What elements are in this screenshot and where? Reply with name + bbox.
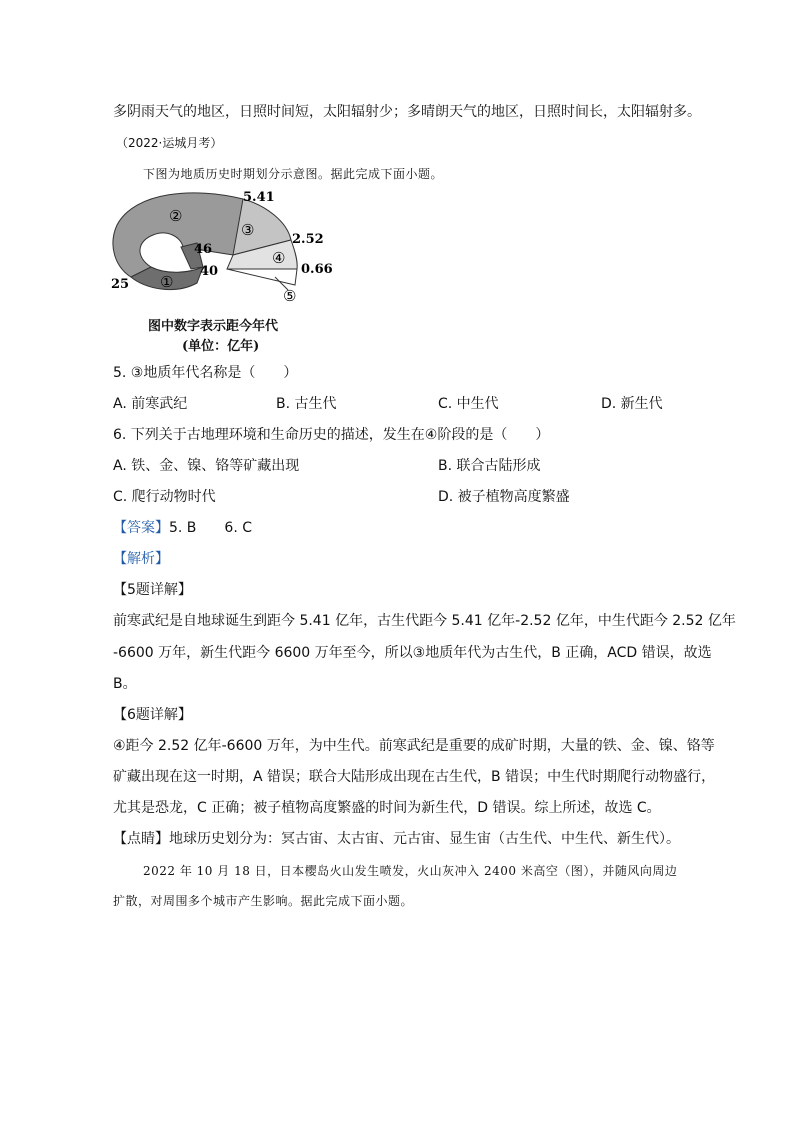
point-tag: 【点睛】 bbox=[113, 831, 169, 847]
label-segment-1: ① bbox=[160, 273, 174, 291]
figure-caption-line1: 图中数字表示距今年代 bbox=[148, 319, 279, 334]
value-5.41: 5.41 bbox=[243, 190, 275, 205]
q6-option-c: C. 爬行动物时代 bbox=[113, 489, 216, 505]
source-label: （2022·运城月考） bbox=[116, 136, 223, 150]
value-0.66: 0.66 bbox=[301, 262, 333, 277]
q5-option-c: C. 中生代 bbox=[438, 396, 499, 412]
q5-option-d: D. 新生代 bbox=[601, 396, 663, 412]
intro-line: 多阴雨天气的地区，日照时间短，太阳辐射少；多晴朗天气的地区，日照时间长，太阳辐射多。 bbox=[113, 104, 701, 120]
analysis-tag: 【解析】 bbox=[113, 551, 169, 567]
detail6-tag: 【6题详解】 bbox=[113, 707, 192, 723]
answer-line bbox=[113, 518, 252, 538]
answer-tag: 【答案】 bbox=[113, 520, 169, 536]
value-46: 46 bbox=[194, 242, 213, 257]
detail5-line: -6600 万年，新生代距今 6600 万年至今，所以③地质年代为古生代，B 正确，ACD 错误，故选 bbox=[113, 645, 712, 661]
value-40: 40 bbox=[200, 264, 219, 279]
label-segment-4: ④ bbox=[272, 249, 286, 267]
q5-option-b: B. 古生代 bbox=[276, 396, 337, 412]
q6-option-b: B. 联合古陆形成 bbox=[438, 458, 541, 474]
label-segment-5: ⑤ bbox=[283, 287, 297, 305]
point-line bbox=[113, 829, 680, 849]
value-25: 25 bbox=[111, 277, 130, 292]
q6-option-a: A. 铁、金、镍、铬等矿藏出现 bbox=[113, 458, 300, 474]
detail6-line: 矿藏出现在这一时期，A 错误；联合大陆形成出现在古生代，B 错误；中生代时期爬行动物盛行， bbox=[113, 769, 716, 785]
q6-stem: 6. 下列关于古地理环境和生命历史的描述，发生在④阶段的是（ ） bbox=[113, 427, 550, 443]
value-2.52: 2.52 bbox=[292, 232, 324, 247]
next-intro-line: 2022 年 10 月 18 日，日本樱岛火山发生喷发，火山灰冲入 2400 米高空（图），并随风向周边 bbox=[143, 864, 678, 878]
geologic-time-diagram bbox=[105, 185, 345, 315]
detail5-line: B。 bbox=[113, 676, 137, 692]
figure-intro: 下图为地质历史时期划分示意图。据此完成下面小题。 bbox=[143, 167, 444, 181]
detail6-line: ④距今 2.52 亿年-6600 万年，为中生代。前寒武纪是重要的成矿时期，大量的铁、金、镍、铬等 bbox=[113, 738, 715, 754]
q5-stem: 5. ③地质年代名称是（ ） bbox=[113, 365, 298, 381]
detail5-line: 前寒武纪是自地球诞生到距今 5.41 亿年，古生代距今 5.41 亿年-2.52 亿年，中生代距今 2.52 亿年 bbox=[113, 613, 736, 629]
answer-text: 5. B 6. C bbox=[169, 520, 252, 536]
figure-caption-line2: (单位：亿年) bbox=[182, 339, 260, 354]
label-segment-2: ② bbox=[169, 207, 183, 225]
detail5-tag: 【5题详解】 bbox=[113, 582, 192, 598]
next-intro-line: 扩散，对周围多个城市产生影响。据此完成下面小题。 bbox=[113, 894, 414, 908]
detail6-line: 尤其是恐龙，C 正确；被子植物高度繁盛的时间为新生代，D 错误。综上所述，故选 C。 bbox=[113, 800, 661, 816]
q6-option-d: D. 被子植物高度繁盛 bbox=[438, 489, 570, 505]
segment-2 bbox=[113, 193, 245, 277]
label-segment-3: ③ bbox=[241, 221, 255, 239]
q5-option-a: A. 前寒武纪 bbox=[113, 396, 188, 412]
point-text: 地球历史划分为：冥古宙、太古宙、元古宙、显生宙（古生代、中生代、新生代）。 bbox=[169, 831, 680, 847]
segment-5 bbox=[227, 269, 297, 285]
